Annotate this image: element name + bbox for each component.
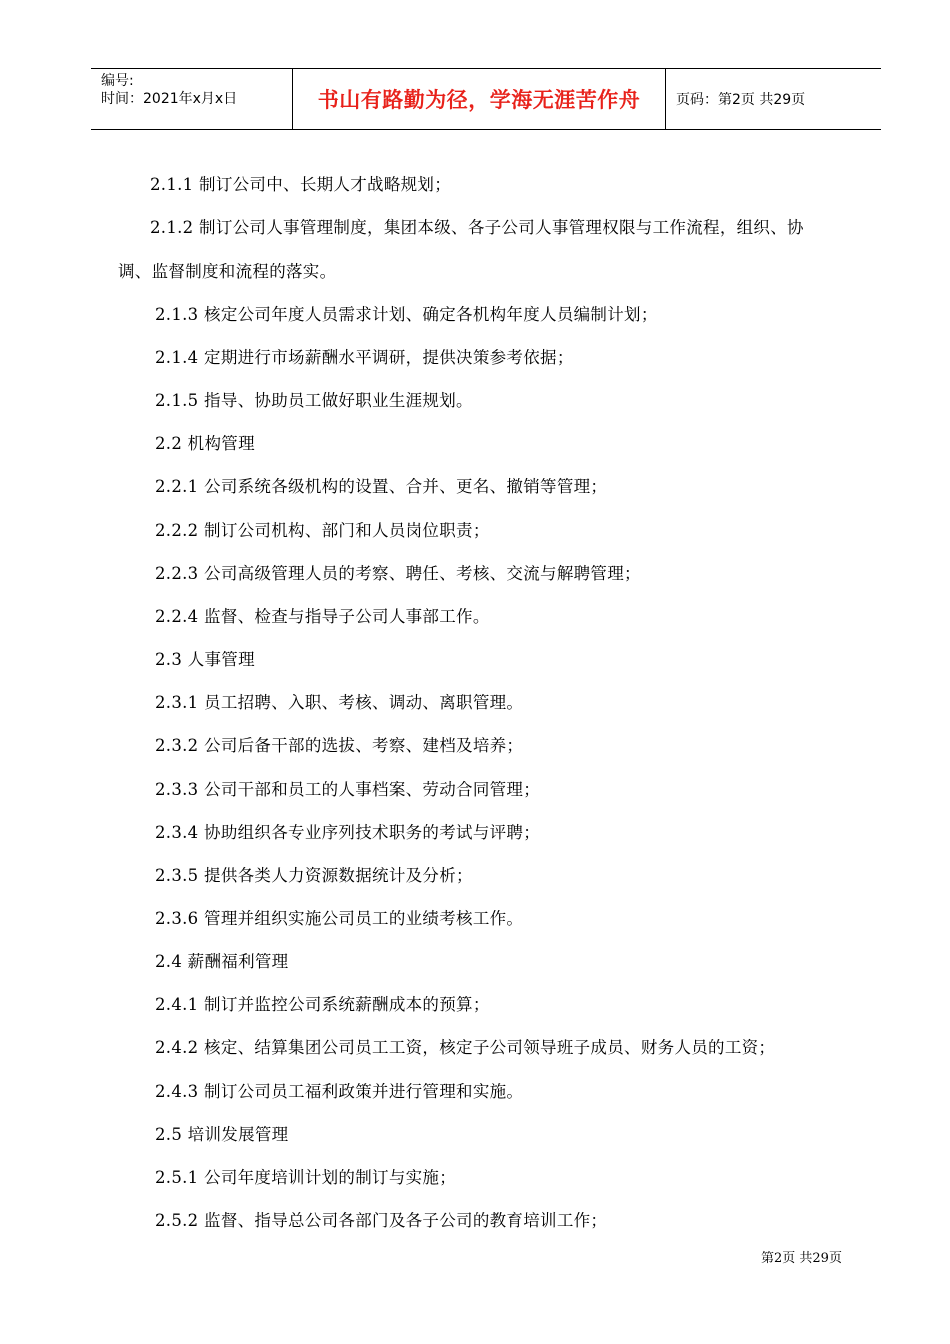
header-page-number: 页码：第2页 共29页 [676,92,806,108]
paragraph-line: 2.4.1 制订并监控公司系统薪酬成本的预算； [155,995,490,1014]
paragraph-line: 2.3.1 员工招聘、入职、考核、调动、离职管理。 [155,693,524,712]
paragraph-line: 2.1.5 指导、协助员工做好职业生涯规划。 [155,391,473,410]
paragraph-line: 2.1.1 制订公司中、长期人才战略规划； [150,175,452,194]
header-left-cell [91,69,293,129]
paragraph-line: 2.3.3 公司干部和员工的人事档案、劳动合同管理； [155,780,541,799]
paragraph-line: 2.2.2 制订公司机构、部门和人员岗位职责； [155,521,490,540]
paragraph-line: 调、监督制度和流程的落实。 [118,262,337,281]
paragraph-line: 2.2.4 监督、检查与指导子公司人事部工作。 [155,607,490,626]
paragraph-line: 2.4.3 制订公司员工福利政策并进行管理和实施。 [155,1082,524,1101]
page-header [91,68,881,130]
paragraph-line: 2.3.4 协助组织各专业序列技术职务的考试与评聘； [155,823,541,842]
paragraph-line: 2.1.2 制订公司人事管理制度，集团本级、各子公司人事管理权限与工作流程，组织、协 [150,218,804,237]
document-number-label: 编号: [101,73,134,89]
paragraph-line: 2.5.1 公司年度培训计划的制订与实施； [155,1168,457,1187]
section-heading: 2.5 培训发展管理 [155,1125,289,1144]
paragraph-line: 2.3.6 管理并组织实施公司员工的业绩考核工作。 [155,909,524,928]
section-heading: 2.3 人事管理 [155,650,255,669]
paragraph-line: 2.1.3 核定公司年度人员需求计划、确定各机构年度人员编制计划； [155,305,658,324]
page-footer: 第2页 共29页 [761,1251,842,1266]
paragraph-line: 2.1.4 定期进行市场薪酬水平调研，提供决策参考依据； [155,348,574,367]
paragraph-line: 2.4.2 核定、结算集团公司员工工资，核定子公司领导班子成员、财务人员的工资； [155,1038,776,1057]
section-heading: 2.4 薪酬福利管理 [155,952,289,971]
document-time-label: 时间：2021年x月x日 [101,91,238,107]
header-motto: 书山有路勤为径，学海无涯苦作舟 [293,69,666,129]
paragraph-line: 2.5.2 监督、指导总公司各部门及各子公司的教育培训工作； [155,1211,608,1230]
paragraph-line: 2.2.3 公司高级管理人员的考察、聘任、考核、交流与解聘管理； [155,564,641,583]
paragraph-line: 2.3.2 公司后备干部的选拔、考察、建档及培养； [155,736,524,755]
paragraph-line: 2.2.1 公司系统各级机构的设置、合并、更名、撤销等管理； [155,477,608,496]
section-heading: 2.2 机构管理 [155,434,255,453]
paragraph-line: 2.3.5 提供各类人力资源数据统计及分析； [155,866,473,885]
